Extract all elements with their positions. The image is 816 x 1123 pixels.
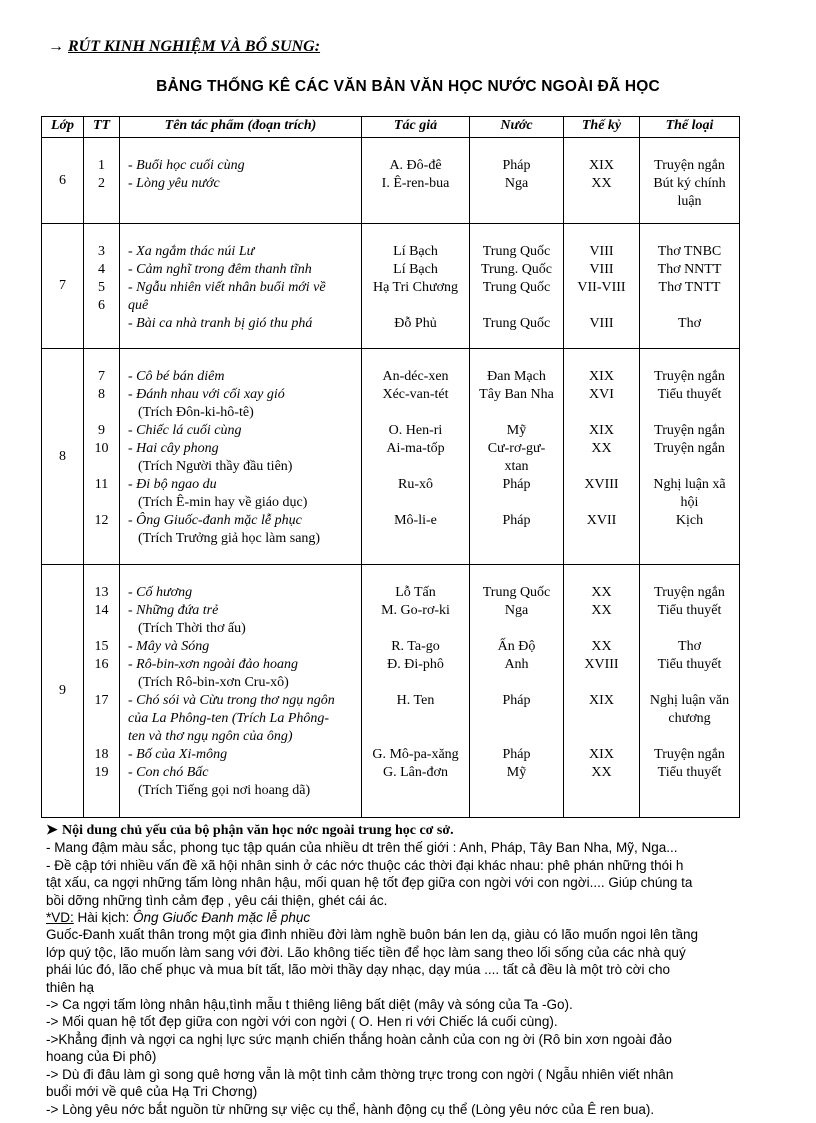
cell-line: Tây Ban Nha [479, 387, 554, 402]
cell-line: 11 [94, 477, 109, 492]
work-cell [120, 224, 362, 349]
cell-line [84, 530, 119, 548]
genre-cell [640, 138, 740, 224]
cell-line: Lỗ Tấn [395, 585, 436, 600]
cell-line: - Ngẫu nhiên viết nhân buổi mới về [128, 280, 326, 295]
genre-cell [640, 565, 740, 818]
cell-line: Bút ký chính [653, 176, 726, 191]
cell-line [564, 620, 639, 638]
cell-line [564, 530, 639, 548]
cell-line: XVI [589, 387, 614, 402]
cell-line: An-déc-xen [382, 369, 449, 384]
cell-line [84, 620, 119, 638]
cell-line: luận [677, 194, 702, 209]
cell-line: XX [591, 441, 612, 456]
notes-body-line: -> Lòng yêu nớc bắt nguồn từ những sự việc cụ thể, hành động cụ thể (Lòng yêu nớc của Ê ren bua). [46, 1101, 655, 1117]
table-header-row [42, 117, 740, 138]
cell-line: Tiểu thuyết [657, 765, 722, 780]
author-cell [362, 565, 470, 818]
cell-line: (Trích Rô-bin-xơn Cru-xô) [138, 675, 289, 690]
cell-line [564, 297, 639, 315]
cell-line [470, 620, 563, 638]
cell-line [470, 710, 563, 728]
cell-line [564, 674, 639, 692]
work-cell [120, 349, 362, 565]
cell-line: Tiểu thuyết [657, 603, 722, 618]
cell-line: Pháp [502, 158, 531, 173]
notes-body-line: Guốc-Đanh xuất thân trong một gia đình nhiều đời làm nghề buôn bán len dạ, giàu có lão muốn ngoi lên tầng [46, 927, 699, 943]
cell-line: 3 [98, 244, 105, 259]
cell-line: 16 [94, 657, 109, 672]
country-cell [470, 349, 564, 565]
notes-body-line: hoang của Đi phô) [46, 1049, 157, 1065]
cell-line: 18 [94, 747, 109, 762]
cell-line: Mỹ [506, 765, 527, 780]
cell-line: (Trích Người thầy đầu tiên) [138, 459, 293, 474]
notes-body-line: -> Mối quan hệ tốt đẹp giữa con ngời với con ngời ( O. Hen ri với Chiếc lá cuối cùng). [46, 1014, 558, 1030]
cell-line [470, 728, 563, 746]
cell-line [362, 710, 469, 728]
cell-line: Pháp [502, 477, 531, 492]
cell-line: Hạ Tri Chương [372, 280, 458, 295]
cell-line: 14 [94, 603, 109, 618]
cell-line: Pháp [502, 747, 531, 762]
cell-line: I. Ê-ren-bua [381, 176, 450, 191]
cell-line: Anh [504, 657, 529, 672]
cell-line: XX [591, 585, 612, 600]
section-heading-text: RÚT KINH NGHIỆM VÀ BỔ SUNG: [68, 38, 321, 55]
cell-line [84, 404, 119, 422]
cell-line: Ấn Độ [497, 639, 536, 654]
cell-line: Thơ [678, 316, 701, 331]
cell-line: G. Mô-pa-xăng [372, 747, 459, 762]
century-cell [564, 565, 640, 818]
cell-line: - Những đứa trẻ [128, 603, 219, 618]
cell-line: (Trích Trưởng giả học làm sang) [138, 531, 321, 546]
cell-line: 17 [94, 693, 109, 708]
cell-line: XX [591, 176, 612, 191]
cell-line: XIX [589, 693, 614, 708]
table-row [42, 138, 740, 224]
notes-body-line: buổi mới về quê của Hạ Tri Chơng) [46, 1084, 258, 1100]
cell-line [362, 193, 469, 211]
table-title: BẢNG THỐNG KÊ CÁC VĂN BẢN VĂN HỌC NƯỚC NGOÀI ĐÃ HỌC [156, 78, 660, 95]
notes-heading [46, 822, 766, 839]
notes-body-line: lớp quý tộc, lão muốn làm sang với đời. Lão không tiếc tiền để học làm sang theo lối sống của các nhà quý [46, 944, 686, 960]
author-cell [362, 349, 470, 565]
cell-line: Nga [504, 176, 529, 191]
cell-line [564, 728, 639, 746]
cell-line: Thơ TNBC [657, 244, 722, 259]
cell-line: - Bài ca nhà tranh bị gió thu phá [128, 316, 313, 331]
cell-line: VII-VIII [577, 280, 626, 295]
notes-body-line: -> Ca ngợi tấm lòng nhân hậu,tình mẫu t thiêng liêng bất diệt (mây và sóng của Ta -Go). [46, 997, 573, 1013]
cell-line: Thơ [678, 639, 701, 654]
cell-line: - Con chó Bấc [128, 765, 209, 780]
cell-line: Kịch [675, 513, 704, 528]
cell-line: Đan Mạch [487, 369, 546, 384]
arrow-icon: → [48, 38, 64, 55]
cell-line: Thơ NNTT [657, 262, 722, 277]
cell-line: Mô-li-e [394, 513, 437, 528]
cell-line: Ru-xô [398, 477, 433, 492]
cell-line: Trung Quốc [482, 316, 551, 331]
cell-line [564, 404, 639, 422]
cell-line [564, 494, 639, 512]
cell-line: XVIII [584, 477, 619, 492]
cell-line [564, 782, 639, 800]
cell-line: 6 [98, 298, 105, 313]
cell-line: - Hai cây phong [128, 441, 219, 456]
cell-line: Truyện ngắn [654, 369, 725, 384]
header-work: Tên tác phẩm (đoạn trích) [120, 117, 362, 138]
cell-line: Lí Bạch [393, 244, 438, 259]
cell-line [470, 193, 563, 211]
cell-line: Lí Bạch [393, 262, 438, 277]
cell-line [564, 193, 639, 211]
table-row [42, 224, 740, 349]
cell-line: của La Phông-ten (Trích La Phông- [128, 711, 330, 726]
cell-line: XX [591, 639, 612, 654]
cell-line: - Lòng yêu nước [128, 176, 220, 191]
work-cell [120, 565, 362, 818]
cell-line: XIX [589, 747, 614, 762]
cell-line: Truyện ngắn [654, 423, 725, 438]
cell-line: hội [680, 495, 699, 510]
header-author: Tác giả [362, 117, 470, 138]
cell-line: VIII [589, 262, 614, 277]
cell-line [84, 710, 119, 728]
cell-line: 4 [98, 262, 105, 277]
notes-line: bồi dỡng những tình cảm đẹp , yêu cái thiện, ghét cái ác. [46, 892, 388, 908]
cell-line: Truyện ngắn [654, 747, 725, 762]
cell-line: Trung Quốc [482, 244, 551, 259]
cell-line: quê [128, 298, 149, 313]
cell-line: 12 [94, 513, 109, 528]
header-tt: TT [84, 117, 120, 138]
example-title: Ông Giuốc Đanh mặc lễ phục [133, 910, 311, 926]
cell-line: A. Đô-đê [389, 158, 442, 173]
notes-heading-text: Nội dung chủ yếu của bộ phận văn học nớc ngoài trung học cơ sở. [62, 823, 454, 838]
cell-line: Pháp [502, 693, 531, 708]
cell-line: 10 [94, 441, 109, 456]
cell-line [84, 193, 119, 211]
cell-line: M. Go-rơ-ki [381, 603, 450, 618]
cell-line: (Trích Thời thơ ấu) [138, 621, 246, 636]
cell-line: 5 [98, 280, 105, 295]
cell-line [470, 782, 563, 800]
cell-line: - Đánh nhau với cối xay gió [128, 387, 285, 402]
cell-line [84, 458, 119, 476]
cell-line [120, 193, 361, 211]
notes-body-line: -> Dù đi đâu làm gì song quê hơng vẫn là một tình cảm thờng trực trong con ngời ( Ngẫu nhiên viết nhân [46, 1066, 674, 1082]
cell-line [362, 782, 469, 800]
cell-line: - Cô bé bán diêm [128, 369, 225, 384]
cell-line: H. Ten [396, 693, 435, 708]
cell-line: Trung Quốc [482, 280, 551, 295]
cell-line: 19 [94, 765, 109, 780]
cell-line: Truyện ngắn [654, 585, 725, 600]
cell-line: Mỹ [506, 423, 527, 438]
cell-line: - Ông Giuốc-đanh mặc lễ phục [128, 513, 302, 528]
cell-line: O. Hen-ri [388, 423, 443, 438]
cell-line: XVIII [584, 657, 619, 672]
tt-cell [84, 224, 120, 349]
cell-line: 15 [94, 639, 109, 654]
header-genre: Thể loại [640, 117, 740, 138]
country-cell [470, 138, 564, 224]
grade-cell: 7 [42, 224, 84, 349]
cell-line: - Buổi học cuối cùng [128, 158, 245, 173]
tt-cell [84, 138, 120, 224]
cell-line: XVII [586, 513, 617, 528]
cell-line: Nghị luận văn [649, 693, 730, 708]
cell-line [362, 728, 469, 746]
cell-line: Pháp [502, 513, 531, 528]
cell-line [470, 494, 563, 512]
cell-line [362, 620, 469, 638]
header-century: Thế kỷ [564, 117, 640, 138]
cell-line: Cư-rơ-gư- [487, 441, 546, 456]
cell-line: (Trích Ê-min hay về giáo dục) [138, 495, 308, 510]
cell-line: - Cảm nghĩ trong đêm thanh tĩnh [128, 262, 312, 277]
cell-line: chương [668, 711, 711, 726]
cell-line: - Mây và Sóng [128, 639, 210, 654]
author-cell [362, 138, 470, 224]
cell-line: Đ. Đi-phô [387, 657, 444, 672]
grade-cell: 8 [42, 349, 84, 565]
cell-line [84, 674, 119, 692]
table-row [42, 565, 740, 818]
century-cell [564, 349, 640, 565]
cell-line: XX [591, 765, 612, 780]
cell-line [564, 710, 639, 728]
cell-line: - Chó sói và Cừu trong thơ ngụ ngôn [128, 693, 335, 708]
cell-line [640, 674, 739, 692]
cell-line [84, 728, 119, 746]
literature-table [41, 116, 740, 818]
country-cell [470, 224, 564, 349]
century-cell [564, 138, 640, 224]
cell-line: 8 [98, 387, 105, 402]
cell-line [640, 530, 739, 548]
cell-line: VIII [589, 316, 614, 331]
cell-line: Truyện ngắn [654, 158, 725, 173]
example-line [46, 909, 766, 926]
cell-line: - Cố hương [128, 585, 193, 600]
cell-line [84, 782, 119, 800]
cell-line [362, 404, 469, 422]
cell-line [84, 315, 119, 333]
cell-line [470, 530, 563, 548]
cell-line: 13 [94, 585, 109, 600]
cell-line: Tiểu thuyết [657, 387, 722, 402]
cell-line: - Rô-bin-xơn ngoài đảo hoang [128, 657, 299, 672]
cell-line: R. Ta-go [391, 639, 440, 654]
notes-body-line: ->Khẳng định và ngợi ca nghị lực sức mạnh chiến thắng hoàn cảnh của con ng ời (Rô bin xơn ngoài đảo [46, 1031, 672, 1047]
cell-line [640, 404, 739, 422]
cell-line [362, 494, 469, 512]
table-row [42, 349, 740, 565]
work-cell [120, 138, 362, 224]
header-country: Nước [470, 117, 564, 138]
notes-line: - Mang đậm màu sắc, phong tục tập quán của nhiều dt trên thế giới : Anh, Pháp, Tây Ban Nha, Mỹ, Nga... [46, 840, 678, 856]
cell-line: XX [591, 603, 612, 618]
cell-line [470, 674, 563, 692]
cell-line [640, 782, 739, 800]
cell-line [564, 458, 639, 476]
cell-line [640, 458, 739, 476]
cell-line: ten và thơ ngụ ngôn của ông) [128, 729, 293, 744]
cell-line: 1 [98, 158, 105, 173]
cell-line [640, 297, 739, 315]
cell-line: (Trích Tiếng gọi nơi hoang dã) [138, 783, 311, 798]
genre-cell [640, 224, 740, 349]
cell-line: Nga [504, 603, 529, 618]
cell-line: Trung Quốc [482, 585, 551, 600]
cell-line: Xéc-van-tét [382, 387, 449, 402]
cell-line: Truyện ngắn [654, 441, 725, 456]
cell-line [84, 494, 119, 512]
cell-line: - Đi bộ ngao du [128, 477, 217, 492]
cell-line [470, 404, 563, 422]
notes-line: tật xấu, ca ngợi những tấm lòng nhân hậu, mối quan hệ tốt đẹp giữa con ngời với con ngời.... Giúp chúng ta [46, 875, 693, 891]
cell-line: (Trích Đôn-ki-hô-tê) [138, 405, 254, 420]
cell-line: 9 [98, 423, 105, 438]
cell-line: - Bố của Xi-mông [128, 747, 228, 762]
cell-line: Tiểu thuyết [657, 657, 722, 672]
notes-body-line: phái lúc đó, lão chế phục và mua bít tất, lão mời thầy dạy nhạc, dạy múa .... tất cả đều là một trò cời cho [46, 962, 671, 978]
author-cell [362, 224, 470, 349]
cell-line [640, 728, 739, 746]
country-cell [470, 565, 564, 818]
cell-line [640, 620, 739, 638]
cell-line: G. Lân-đơn [383, 765, 448, 780]
cell-line: - Xa ngắm thác núi Lư [128, 244, 255, 259]
genre-cell [640, 349, 740, 565]
cell-line: XIX [589, 423, 614, 438]
cell-line: XIX [589, 158, 614, 173]
cell-line [362, 674, 469, 692]
cell-line [362, 530, 469, 548]
example-label: *VD: [46, 910, 74, 926]
cell-line: XIX [589, 369, 614, 384]
arrowhead-bullet-icon: ➤ [46, 823, 58, 838]
cell-line [362, 297, 469, 315]
grade-cell: 6 [42, 138, 84, 224]
cell-line: Thơ TNTT [658, 280, 721, 295]
cell-line: - Chiếc lá cuối cùng [128, 423, 242, 438]
century-cell [564, 224, 640, 349]
cell-line [470, 297, 563, 315]
header-grade: Lớp [42, 117, 84, 138]
notes-body [46, 926, 766, 1117]
example-prefix: Hài kịch: [73, 910, 134, 926]
notes-body-line: thiên hạ [46, 979, 95, 995]
cell-line: Ai-ma-tốp [386, 441, 445, 456]
tt-cell [84, 349, 120, 565]
cell-line: 2 [98, 176, 105, 191]
cell-line [362, 458, 469, 476]
cell-line: xtan [504, 459, 529, 474]
cell-line: 7 [98, 369, 105, 384]
cell-line: VIII [589, 244, 614, 259]
cell-line: Nghị luận xã [653, 477, 726, 492]
grade-cell: 9 [42, 565, 84, 818]
tt-cell [84, 565, 120, 818]
cell-line: Trung. Quốc [480, 262, 553, 277]
section-heading [48, 38, 320, 56]
notes-line: - Đề cập tới nhiều vấn đề xã hội nhân sinh ở các nớc thuộc các thời đại khác nhau: phê phán những thói h [46, 857, 684, 873]
cell-line: Đỗ Phủ [394, 316, 437, 331]
notes-section [46, 822, 766, 1118]
